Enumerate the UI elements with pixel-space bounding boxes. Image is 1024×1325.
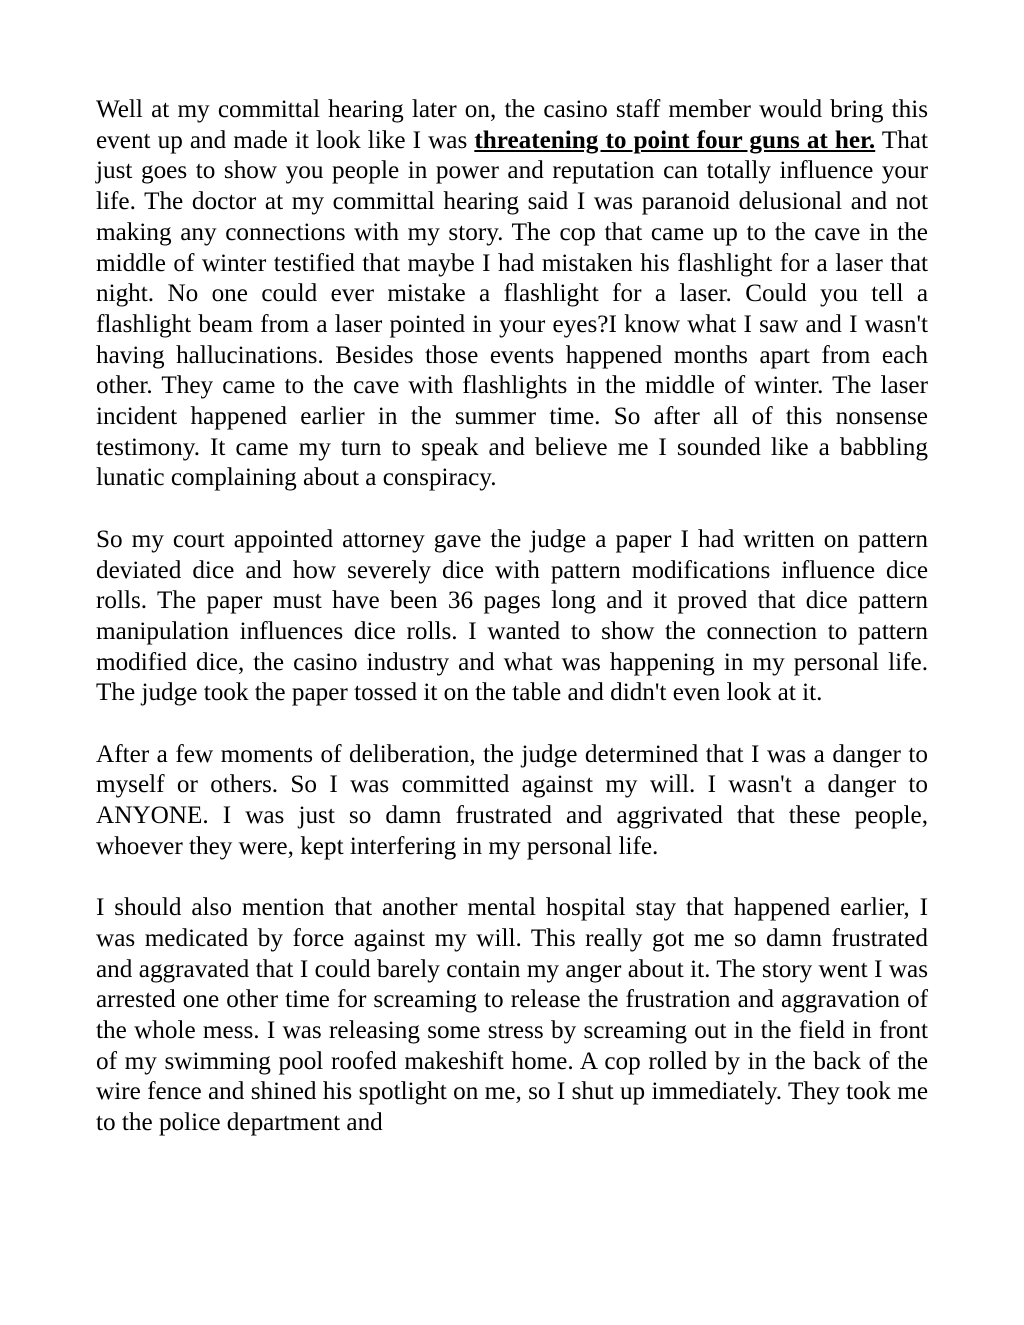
document-page: [96, 95, 928, 1170]
paragraph-attorney-paper: So my court appointed attorney gave the judge a paper I had written on pattern deviated dice and how severely dice with pattern modifications influence dice rolls. The paper must have been 36 pages long and it proved that dice pattern manipulation influences dice rolls. I wanted to show the connection to pattern modified dice, the casino industry and what was happening in my personal life. The judge took the paper tossed it on the table and didn't even look at it.: [96, 525, 928, 707]
paragraph-committal-hearing: [96, 95, 928, 494]
paragraph-text: That just goes to show you people in power and reputation can totally influence your life. The doctor at my committal hearing said I was paranoid delusional and not making any connections with my story. The cop that came up to the cave in the middle of winter testified that maybe I had mistaken his flashlight for a laser that night. No one could ever mistake a flashlight for a laser. Could you tell a flashlight beam from a laser pointed in your eyes?I know what I saw and I wasn't having hallucinations. Besides those events happened months apart from each other. They came to the cave with flashlights in the middle of winter. The laser incident happened earlier in the summer time. So after all of this nonsense testimony. It came my turn to speak and believe me I sounded like a babbling lunatic complaining about a conspiracy.: [96, 126, 928, 492]
paragraph-text: Well at my committal hearing later on, the casino staff member would bring this event up and made it look like I was: [96, 96, 928, 154]
paragraph-hospital-stay: I should also mention that another mental hospital stay that happened earlier, I was medicated by force against my will. This really got me so damn frustrated and aggravated that I could barely contain my anger about it. The story went I was arrested one other time for screaming to release the frustration and aggravation of the whole mess. I was releasing some stress by screaming out in the field in front of my swimming pool roofed makeshift home. A cop rolled by in the back of the wire fence and shined his spotlight on me, so I shut up immediately. They took me to the police department and: [96, 894, 928, 1137]
paragraph-deliberation: After a few moments of deliberation, the judge determined that I was a danger to myself or others. So I was committed against my will. I wasn't a danger to ANYONE. I was just so damn frustrated and aggrivated that these people, whoever they were, kept interfering in my personal life.: [96, 740, 928, 860]
emphasized-text: threatening to point four guns at her.: [474, 126, 876, 154]
